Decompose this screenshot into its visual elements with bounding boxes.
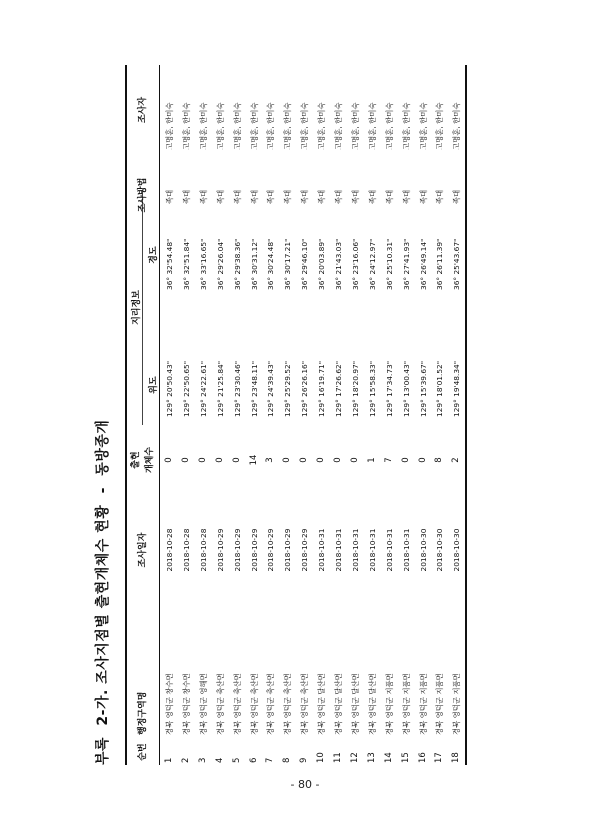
cell-survey-date: 2018-10-30 (435, 528, 445, 572)
page-title (92, 414, 114, 765)
cell-latitude: 129° 26'26.16" (300, 360, 310, 417)
cell-row-number: 10 (316, 752, 327, 763)
cell-longitude: 36° 30'24.48" (266, 238, 276, 290)
cell-admin-area: 경북 영덕군 축산면 (232, 673, 242, 735)
cell-surveyor: 고명훈, 한미숙 (266, 102, 276, 150)
cell-latitude: 129° 18'01.52" (435, 360, 445, 417)
cell-surveyor: 고명훈, 한미숙 (300, 102, 310, 150)
cell-survey-date: 2018-10-28 (165, 528, 174, 572)
header-count-top: 출현 (131, 451, 141, 469)
cell-count: 0 (316, 457, 327, 463)
cell-longitude: 36° 26'11.39" (435, 238, 445, 290)
table-row (398, 65, 415, 765)
cell-surveyor: 고명훈, 한미숙 (165, 102, 174, 150)
cell-method: 족대 (165, 189, 174, 205)
cell-row-number: 16 (417, 752, 428, 763)
cell-surveyor: 고명훈, 한미숙 (418, 102, 428, 150)
table-header-rule (159, 65, 160, 765)
cell-longitude: 36° 29'46.10" (300, 238, 310, 290)
table-row (161, 65, 178, 765)
cell-latitude: 129° 25'29.52" (283, 360, 293, 417)
table-row (431, 65, 448, 765)
cell-count: 3 (265, 457, 276, 463)
cell-count: 2 (451, 457, 462, 463)
cell-method: 족대 (418, 189, 428, 205)
cell-row-number: 3 (197, 757, 208, 763)
cell-survey-date: 2018-10-29 (300, 528, 310, 572)
cell-latitude: 129° 20'50.43" (165, 360, 174, 417)
table-row (448, 65, 465, 765)
table-row (415, 65, 432, 765)
cell-longitude: 36° 24'12.97" (367, 238, 377, 290)
cell-count: 0 (417, 457, 428, 463)
cell-survey-date: 2018-10-31 (367, 528, 377, 572)
cell-latitude: 129° 21'25.84" (215, 360, 225, 417)
cell-method: 족대 (317, 189, 327, 205)
header-count-bottom: 개체수 (145, 446, 155, 474)
cell-admin-area: 경북 영덕군 축산면 (283, 673, 293, 735)
cell-surveyor: 고명훈, 한미숙 (232, 102, 242, 150)
cell-admin-area: 경북 영덕군 달산면 (367, 673, 377, 735)
cell-latitude: 129° 23'30.46" (232, 360, 242, 417)
cell-survey-date: 2018-10-30 (452, 528, 462, 572)
cell-row-number: 13 (366, 752, 377, 763)
table-row (347, 65, 364, 765)
cell-surveyor: 고명훈, 한미숙 (350, 102, 360, 150)
cell-longitude: 36° 20'03.89" (317, 238, 327, 290)
page-number: - 80 - (290, 778, 320, 791)
cell-method: 족대 (384, 189, 394, 205)
cell-row-number: 7 (265, 757, 276, 763)
cell-latitude: 129° 15'39.67" (418, 360, 428, 417)
header-lon: 경도 (149, 246, 159, 264)
cell-latitude: 129° 15'58.33" (367, 360, 377, 417)
cell-row-number: 1 (164, 757, 174, 763)
cell-surveyor: 고명훈, 한미숙 (215, 102, 225, 150)
cell-latitude: 129° 13'00.43" (401, 360, 411, 417)
header-geo: 지리정보 (132, 290, 142, 325)
cell-admin-area: 경북 영덕군 달산면 (317, 673, 327, 735)
cell-method: 족대 (283, 189, 293, 205)
cell-survey-date: 2018-10-30 (418, 528, 428, 572)
cell-count: 0 (180, 457, 191, 463)
cell-count: 0 (197, 457, 208, 463)
cell-surveyor: 고명훈, 한미숙 (435, 102, 445, 150)
cell-method: 족대 (300, 189, 310, 205)
table-row (195, 65, 212, 765)
cell-admin-area: 경북 영덕군 창수면 (165, 673, 174, 735)
cell-admin-area: 경북 영덕군 창수면 (181, 673, 191, 735)
table-row (262, 65, 279, 765)
cell-row-number: 18 (451, 752, 462, 763)
cell-latitude: 129° 17'26.62" (334, 360, 343, 417)
cell-longitude: 36° 21'43.03" (334, 238, 343, 290)
cell-method: 족대 (215, 189, 225, 205)
cell-survey-date: 2018-10-28 (181, 528, 191, 572)
cell-survey-date: 2018-10-31 (401, 528, 411, 572)
cell-admin-area: 경북 영덕군 축산면 (215, 673, 225, 735)
cell-admin-area: 경북 영덕군 지품면 (452, 673, 462, 735)
cell-row-number: 11 (333, 752, 343, 763)
cell-longitude: 36° 30'17.21" (283, 238, 293, 290)
table-row (313, 65, 330, 765)
header-surveyor: 조사자 (138, 96, 148, 124)
cell-survey-date: 2018-10-31 (384, 528, 394, 572)
cell-survey-date: 2018-10-28 (198, 528, 208, 572)
cell-surveyor: 고명훈, 한미숙 (367, 102, 377, 150)
cell-row-number: 17 (434, 752, 445, 763)
cell-count: 0 (333, 457, 343, 463)
cell-admin-area: 경북 영덕군 축산면 (266, 673, 276, 735)
cell-method: 족대 (367, 189, 377, 205)
cell-admin-area: 경북 영덕군 달산면 (334, 673, 343, 735)
cell-longitude: 36° 26'49.14" (418, 238, 428, 290)
cell-row-number: 14 (383, 752, 394, 763)
cell-method: 족대 (350, 189, 360, 205)
cell-surveyor: 고명훈, 한미숙 (198, 102, 208, 150)
cell-latitude: 129° 24'39.43" (266, 360, 276, 417)
cell-count: 0 (349, 457, 360, 463)
table-row (296, 65, 313, 765)
cell-longitude: 36° 32'54.48" (165, 238, 174, 290)
cell-longitude: 36° 29'26.04" (215, 238, 225, 290)
cell-row-number: 15 (400, 752, 411, 763)
cell-latitude: 129° 18'20.97" (350, 360, 360, 417)
cell-count: 0 (214, 457, 225, 463)
header-method: 조사방법 (138, 177, 148, 213)
table-row (330, 65, 347, 765)
cell-longitude: 36° 23'16.06" (350, 238, 360, 290)
cell-latitude: 129° 19'48.34" (452, 360, 462, 417)
cell-method: 족대 (198, 189, 208, 205)
cell-method: 족대 (334, 189, 343, 205)
table-row (229, 65, 246, 765)
cell-row-number: 12 (349, 752, 360, 763)
cell-admin-area: 경북 영덕군 축산면 (249, 673, 259, 735)
title-species: 동방종개 (95, 419, 111, 476)
cell-count: 0 (231, 457, 242, 463)
cell-survey-date: 2018-10-31 (350, 528, 360, 572)
rotated-table-page (90, 65, 510, 765)
header-lat: 위도 (149, 376, 159, 394)
cell-longitude: 36° 25'10.31" (384, 238, 394, 290)
cell-method: 족대 (401, 189, 411, 205)
cell-count: 7 (383, 457, 394, 463)
cell-count: 0 (400, 457, 411, 463)
cell-method: 족대 (181, 189, 191, 205)
cell-survey-date: 2018-10-29 (215, 528, 225, 572)
cell-admin-area: 경북 영덕군 영해면 (198, 673, 208, 735)
header-admin: 행정구역명 (138, 691, 148, 735)
table-top-rule (125, 65, 127, 765)
cell-admin-area: 경북 영덕군 축산면 (300, 673, 310, 735)
cell-count: 14 (248, 454, 259, 466)
cell-admin-area: 경북 영덕군 달산면 (350, 673, 360, 735)
cell-method: 족대 (249, 189, 259, 205)
cell-count: 0 (299, 457, 310, 463)
cell-count: 0 (164, 457, 174, 463)
cell-survey-date: 2018-10-29 (266, 528, 276, 572)
cell-count: 8 (434, 457, 445, 463)
cell-latitude: 129° 24'22.61" (198, 360, 208, 417)
cell-surveyor: 고명훈, 한미숙 (249, 102, 259, 150)
cell-row-number: 5 (231, 757, 242, 763)
table-bottom-rule (465, 65, 467, 765)
cell-survey-date: 2018-10-31 (334, 528, 343, 572)
cell-row-number: 9 (299, 757, 310, 763)
cell-latitude: 129° 22'50.65" (181, 360, 191, 417)
cell-row-number: 8 (282, 757, 293, 763)
cell-admin-area: 경북 영덕군 지품면 (384, 673, 394, 735)
table-row (364, 65, 381, 765)
cell-admin-area: 경북 영덕군 지품면 (401, 673, 411, 735)
cell-row-number: 2 (180, 757, 191, 763)
cell-longitude: 36° 33'16.65" (198, 238, 208, 290)
cell-longitude: 36° 30'31.12" (249, 238, 259, 290)
cell-method: 족대 (266, 189, 276, 205)
header-no: 순번 (138, 743, 148, 761)
cell-admin-area: 경북 영덕군 지품면 (418, 673, 428, 735)
table-row (246, 65, 263, 765)
cell-method: 족대 (435, 189, 445, 205)
cell-surveyor: 고명훈, 한미숙 (181, 102, 191, 150)
cell-surveyor: 고명훈, 한미숙 (401, 102, 411, 150)
cell-row-number: 6 (248, 757, 259, 763)
title-prefix: 부록 (95, 736, 111, 765)
cell-surveyor: 고명훈, 한미숙 (317, 102, 327, 150)
cell-surveyor: 고명훈, 한미숙 (334, 102, 343, 150)
cell-longitude: 36° 32'51.84" (181, 238, 191, 290)
table-row (381, 65, 398, 765)
cell-count: 1 (366, 457, 377, 463)
cell-latitude: 129° 17'34.73" (384, 360, 394, 417)
cell-latitude: 129° 16'19.71" (317, 360, 327, 417)
cell-longitude: 36° 27'41.93" (401, 238, 411, 290)
cell-survey-date: 2018-10-29 (249, 528, 259, 572)
cell-survey-date: 2018-10-29 (232, 528, 242, 572)
title-dash: - (95, 487, 111, 494)
cell-count: 0 (282, 457, 293, 463)
cell-latitude: 129° 23'48.11" (249, 360, 259, 417)
cell-survey-date: 2018-10-31 (317, 528, 327, 572)
cell-surveyor: 고명훈, 한미숙 (452, 102, 462, 150)
table-row (279, 65, 296, 765)
header-date: 조사일자 (138, 532, 148, 568)
table-row (178, 65, 195, 765)
cell-method: 족대 (452, 189, 462, 205)
cell-longitude: 36° 25'43.67" (452, 238, 462, 290)
cell-admin-area: 경북 영덕군 지품면 (435, 673, 445, 735)
table-row (212, 65, 229, 765)
cell-longitude: 36° 29'38.36" (232, 238, 242, 290)
cell-survey-date: 2018-10-29 (283, 528, 293, 572)
cell-row-number: 4 (214, 757, 225, 763)
cell-surveyor: 고명훈, 한미숙 (283, 102, 293, 150)
cell-method: 족대 (232, 189, 242, 205)
geo-subheader-rule (142, 190, 143, 425)
cell-surveyor: 고명훈, 한미숙 (384, 102, 394, 150)
title-main: 2-가. 조사지점별 출현개체수 현황 (95, 504, 111, 726)
